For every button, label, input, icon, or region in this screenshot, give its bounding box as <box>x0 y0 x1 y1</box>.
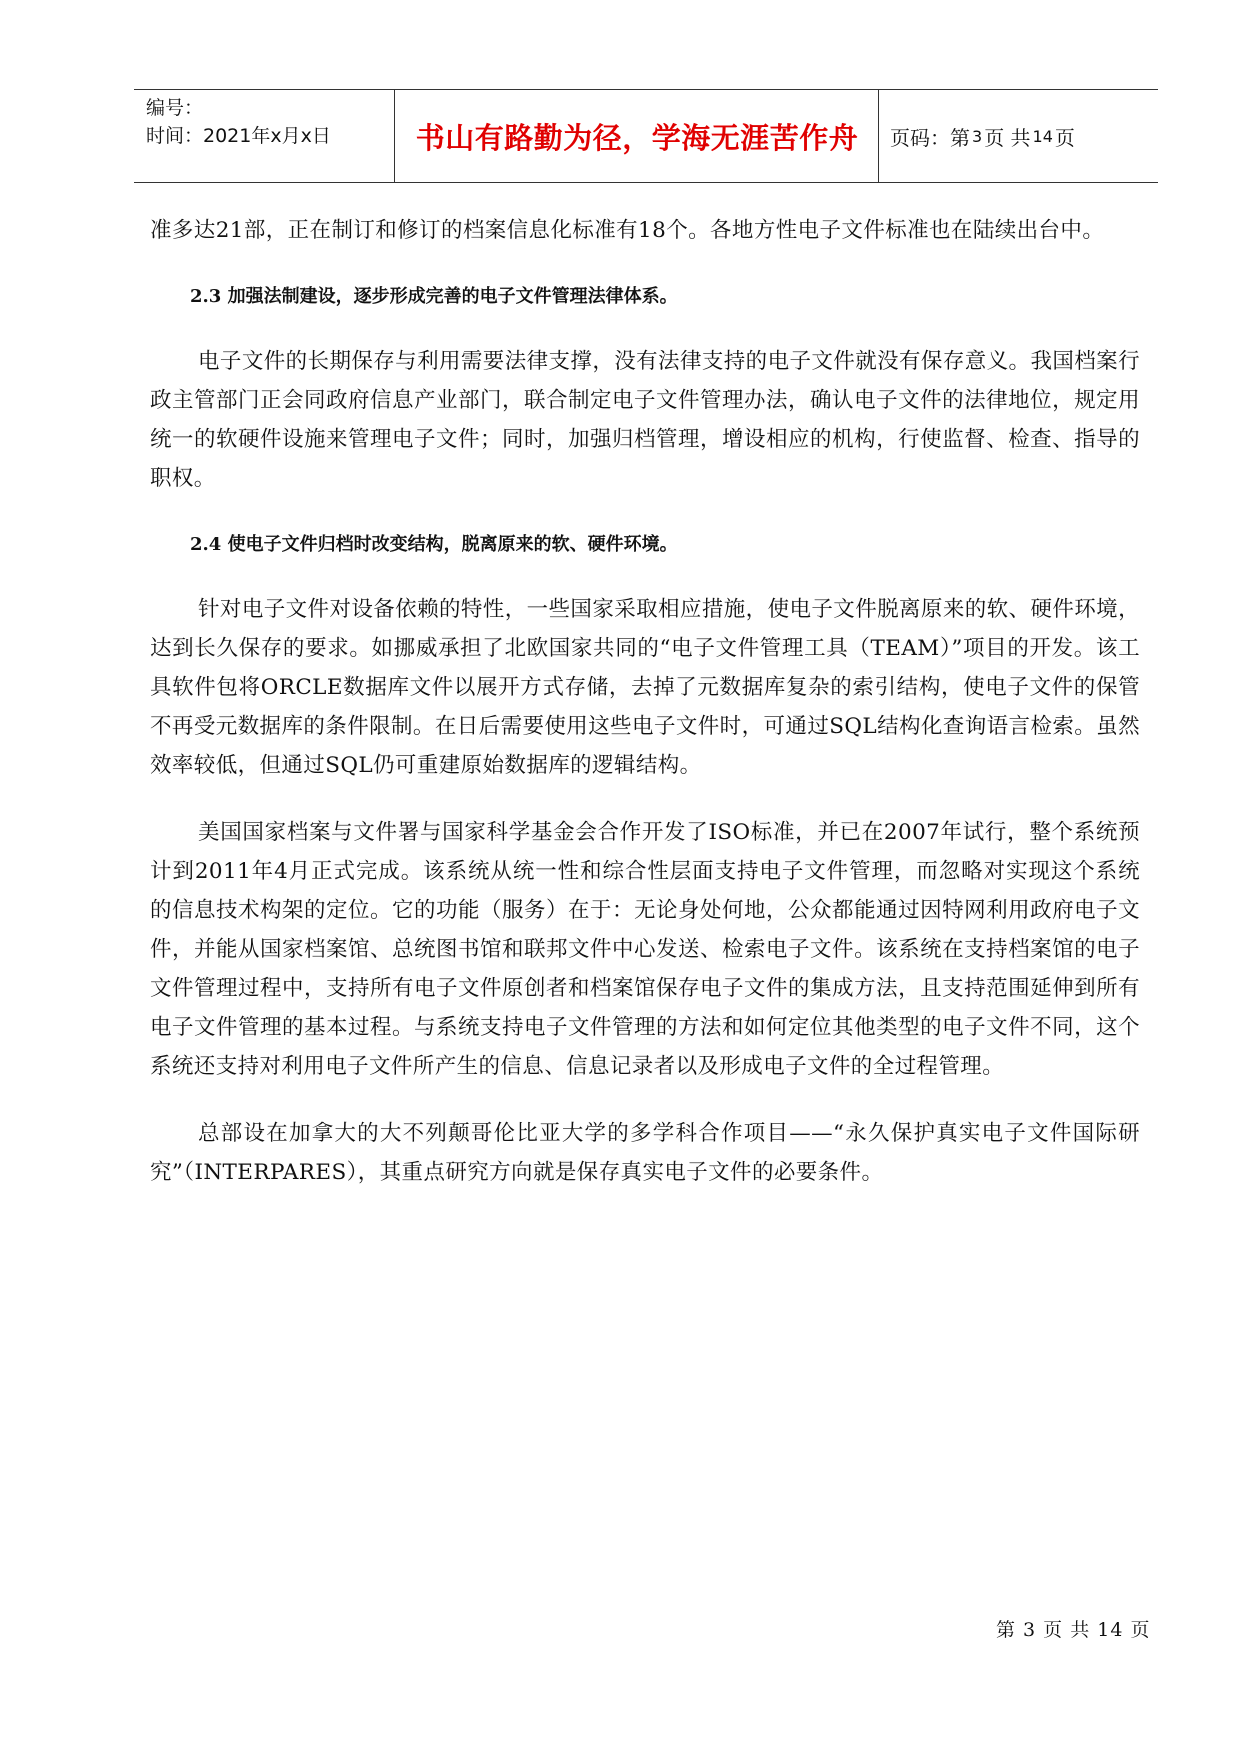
page-mid: 页 共 <box>984 125 1031 150</box>
page-prefix: 页码：第 <box>890 125 970 150</box>
page-suffix: 页 <box>1054 125 1075 150</box>
section-heading-2-4: 2.4 使电子文件归档时改变结构，脱离原来的软、硬件环境。 <box>190 534 678 555</box>
header-motto: 书山有路勤为径，学海无涯苦作舟 <box>415 120 859 155</box>
document-number-label: 编号： <box>146 97 204 119</box>
section-2-4-paragraph-2: 美国国家档案与文件署与国家科学基金会合作开发了ISO标准，并已在2007年试行，整个系统预计到2011年4月正式完成。该系统从统一性和综合性层面支持电子文件管理，而忽略对实现这个系统的信息技术构架的定位。它的功能（服务）在于：无论身处何地，公众都能通过因特网利用政府电子文件，并能从国家档案馆、总统图书馆和联邦文件中心发送、检索电子文件。该系统在支持档案馆的电子文件管理过程中，支持所有电子文件原创者和档案馆保存电子文件的集成方法，且支持范围延伸到所有电子文件管理的基本过程。与系统支持电子文件管理的方法和如何定位其他类型的电子文件不同，这个系统还支持对利用电子文件所产生的信息、信息记录者以及形成电子文件的全过程管理。 <box>150 820 1140 1079</box>
page-current: 3 <box>972 126 983 146</box>
header-divider <box>394 90 395 182</box>
page-footer: 第 3 页 共 14 页 <box>996 1619 1151 1641</box>
document-body <box>150 211 1140 1192</box>
page-total: 14 <box>1032 126 1053 146</box>
header-page-number <box>890 90 1075 182</box>
page-header <box>134 89 1158 183</box>
header-divider <box>878 90 879 182</box>
section-2-4-paragraph-3: 总部设在加拿大的大不列颠哥伦比亚大学的多学科合作项目——“永久保护真实电子文件国际研究”（INTERPARES），其重点研究方向就是保存真实电子文件的必要条件。 <box>150 1121 1140 1185</box>
section-2-4-paragraph-1: 针对电子文件对设备依赖的特性，一些国家采取相应措施，使电子文件脱离原来的软、硬件环境，达到长久保存的要求。如挪威承担了北欧国家共同的“电子文件管理工具（TEAM）”项目的开发。该工具软件包将ORCLE数据库文件以展开方式存储，去掉了元数据库复杂的索引结构，使电子文件的保管不再受元数据库的条件限制。在日后需要使用这些电子文件时，可通过SQL结构化查询语言检索。虽然效率较低，但通过SQL仍可重建原始数据库的逻辑结构。 <box>150 597 1140 778</box>
section-2-3-paragraph: 电子文件的长期保存与利用需要法律支撑，没有法律支持的电子文件就没有保存意义。我国档案行政主管部门正会同政府信息产业部门，联合制定电子文件管理办法，确认电子文件的法律地位，规定用统一的软硬件设施来管理电子文件；同时，加强归档管理，增设相应的机构，行使监督、检查、指导的职权。 <box>150 349 1140 491</box>
intro-paragraph: 准多达21部，正在制订和修订的档案信息化标准有18个。各地方性电子文件标准也在陆续出台中。 <box>150 218 1105 243</box>
section-heading-2-3: 2.3 加强法制建设，逐步形成完善的电子文件管理法律体系。 <box>190 286 678 307</box>
document-time-label: 时间：2021年x月x日 <box>146 125 331 147</box>
